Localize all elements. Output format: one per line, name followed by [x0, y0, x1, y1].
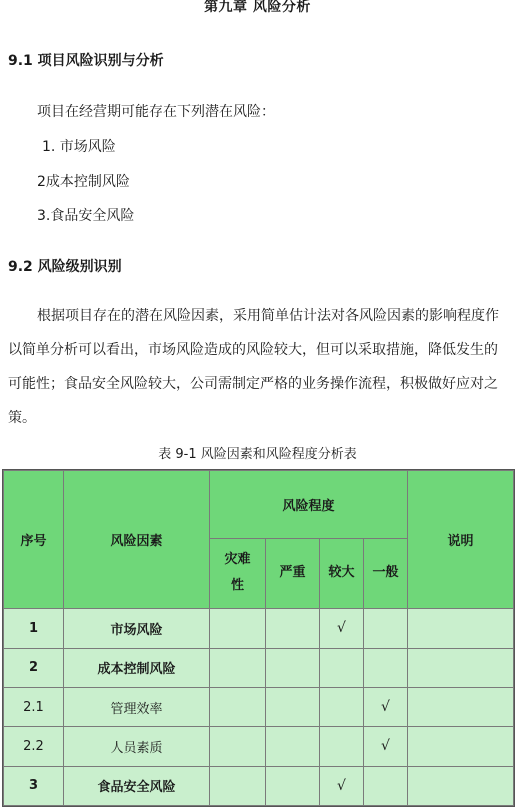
table-caption: 表 9-1 风险因素和风险程度分析表: [158, 447, 357, 462]
chapter-title: 第九章 风险分析: [204, 0, 311, 15]
header-note: 说明: [408, 471, 514, 609]
degree-cell: [266, 766, 320, 805]
degree-cell: [364, 609, 408, 648]
section-intro: 项目在经营期可能存在下列潜在风险：: [37, 104, 275, 120]
row-factor: 食品安全风险: [64, 766, 210, 805]
degree-cell: [210, 648, 266, 687]
section-heading-9-2: 9.2 风险级别识别: [8, 259, 122, 275]
row-factor: 成本控制风险: [64, 648, 210, 687]
degree-cell: [266, 727, 320, 766]
row-no: 2.2: [4, 727, 64, 766]
table-row: [4, 766, 514, 805]
analysis-paragraph: 根据项目存在的潜在风险因素，采用简单估计法对各风险因素的影响程度作以简单分析可以看出，市场风险造成的风险较大，但可以采取措施，降低发生的可能性；食品安全风险较大，公司需制定严格的业务操作流程，积极做好应对之策。: [8, 308, 499, 426]
header-level-catastrophic: [210, 538, 266, 609]
risk-list-item-1: 1. 市场风险: [42, 139, 116, 155]
check-mark-icon: √: [337, 620, 346, 637]
header-level-general: 一般: [364, 538, 408, 609]
degree-cell: [364, 727, 408, 766]
table-row: [4, 727, 514, 766]
table-row: [4, 687, 514, 726]
risk-analysis-table: [3, 470, 514, 806]
degree-cell: [210, 687, 266, 726]
row-factor: 人员素质: [64, 727, 210, 766]
risk-list-item-2: 2成本控制风险: [37, 174, 130, 190]
row-no: 2.1: [4, 687, 64, 726]
degree-cell: [320, 727, 364, 766]
row-factor: 市场风险: [64, 609, 210, 648]
header-level-label: 灾难性: [224, 552, 251, 594]
degree-cell: [364, 648, 408, 687]
degree-cell: [320, 687, 364, 726]
header-degree: 风险程度: [210, 471, 408, 539]
degree-cell: [320, 766, 364, 805]
row-note: [408, 727, 514, 766]
degree-cell: [320, 609, 364, 648]
row-note: [408, 766, 514, 805]
degree-cell: [210, 766, 266, 805]
table-row: [4, 648, 514, 687]
degree-cell: [266, 609, 320, 648]
risk-list-item-3: 3.食品安全风险: [37, 208, 135, 224]
section-heading-9-1: 9.1 项目风险识别与分析: [8, 53, 164, 69]
check-mark-icon: √: [381, 738, 390, 755]
row-no: 1: [4, 609, 64, 648]
table-row: [4, 609, 514, 648]
row-factor: 管理效率: [64, 687, 210, 726]
degree-cell: [210, 609, 266, 648]
row-no: 3: [4, 766, 64, 805]
row-no: 2: [4, 648, 64, 687]
check-mark-icon: √: [381, 699, 390, 716]
header-factor: 风险因素: [64, 471, 210, 609]
row-note: [408, 648, 514, 687]
degree-cell: [266, 648, 320, 687]
degree-cell: [320, 648, 364, 687]
header-level-major: 较大: [320, 538, 364, 609]
header-level-severe: 严重: [266, 538, 320, 609]
header-no: 序号: [4, 471, 64, 609]
row-note: [408, 687, 514, 726]
degree-cell: [210, 727, 266, 766]
degree-cell: [266, 687, 320, 726]
row-note: [408, 609, 514, 648]
table-body: [4, 609, 514, 806]
degree-cell: [364, 766, 408, 805]
degree-cell: [364, 687, 408, 726]
check-mark-icon: √: [337, 777, 346, 794]
